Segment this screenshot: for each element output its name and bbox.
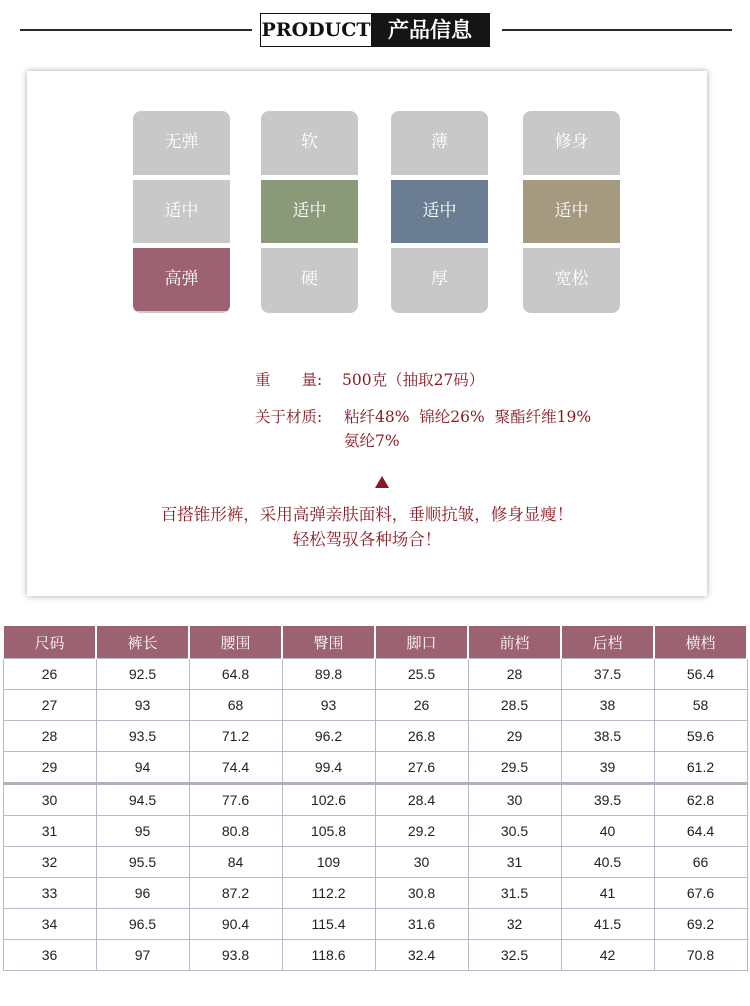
section-title-cn: 产品信息 — [371, 14, 489, 46]
softness-scale — [261, 111, 358, 313]
thickness-scale — [391, 111, 488, 313]
scale-option-selected: 适中 — [391, 180, 488, 243]
table-cell: 30 — [3, 784, 96, 816]
table-cell: 94.5 — [96, 784, 189, 816]
table-body — [3, 659, 747, 971]
table-cell: 32 — [3, 847, 96, 878]
table-cell: 38 — [561, 690, 654, 721]
section-title-en: PRODUCT — [261, 14, 371, 46]
scale-option-selected: 适中 — [261, 180, 358, 243]
table-cell: 27.6 — [375, 752, 468, 784]
material-label: 关于材质: — [255, 408, 323, 426]
table-cell: 26 — [375, 690, 468, 721]
table-cell: 36 — [3, 940, 96, 971]
table-cell: 95 — [96, 816, 189, 847]
table-cell: 31.5 — [468, 878, 561, 909]
column-header: 前档 — [468, 626, 561, 659]
product-description: 百搭锥形裤，采用高弹亲肤面料，垂顺抗皱，修身显瘦！ — [160, 505, 574, 524]
table-cell: 70.8 — [654, 940, 747, 971]
scale-option: 硬 — [301, 269, 318, 289]
table-cell: 118.6 — [282, 940, 375, 971]
table-row — [3, 721, 747, 752]
table-cell: 41.5 — [561, 909, 654, 940]
table-cell: 27 — [3, 690, 96, 721]
column-header: 尺码 — [3, 626, 96, 659]
table-cell: 26 — [3, 659, 96, 690]
table-cell: 26.8 — [375, 721, 468, 752]
table-cell: 61.2 — [654, 752, 747, 784]
elasticity-scale — [133, 111, 230, 313]
table-cell: 29.2 — [375, 816, 468, 847]
table-cell: 28 — [3, 721, 96, 752]
table-cell: 59.6 — [654, 721, 747, 752]
material-value: 粘纤48% 锦纶26% 聚酯纤维19% — [344, 408, 592, 426]
table-cell: 69.2 — [654, 909, 747, 940]
table-cell: 30.8 — [375, 878, 468, 909]
table-cell: 90.4 — [189, 909, 282, 940]
table-cell: 31.6 — [375, 909, 468, 940]
table-cell: 99.4 — [282, 752, 375, 784]
table-cell: 38.5 — [561, 721, 654, 752]
header-divider-right — [502, 29, 732, 31]
table-cell: 58 — [654, 690, 747, 721]
scale-option: 软 — [301, 132, 318, 152]
table-cell: 34 — [3, 909, 96, 940]
header-divider-left — [20, 29, 252, 31]
triangle-up-icon — [375, 476, 389, 488]
table-cell: 41 — [561, 878, 654, 909]
table-cell: 71.2 — [189, 721, 282, 752]
table-cell: 109 — [282, 847, 375, 878]
table-cell: 39 — [561, 752, 654, 784]
table-cell: 105.8 — [282, 816, 375, 847]
table-row — [3, 752, 747, 784]
table-cell: 67.6 — [654, 878, 747, 909]
table-row — [3, 878, 747, 909]
table-row — [3, 659, 747, 690]
table-cell: 33 — [3, 878, 96, 909]
table-cell: 68 — [189, 690, 282, 721]
table-cell: 28 — [468, 659, 561, 690]
table-cell: 28.5 — [468, 690, 561, 721]
product-info-card — [27, 71, 707, 596]
table-cell: 62.8 — [654, 784, 747, 816]
table-cell: 93.8 — [189, 940, 282, 971]
table-cell: 93.5 — [96, 721, 189, 752]
weight-label: 重 量: — [255, 371, 323, 389]
fit-scale — [523, 111, 620, 313]
table-cell: 29 — [3, 752, 96, 784]
table-cell: 77.6 — [189, 784, 282, 816]
table-row — [3, 940, 747, 971]
table-cell: 40.5 — [561, 847, 654, 878]
table-cell: 92.5 — [96, 659, 189, 690]
table-cell: 32.4 — [375, 940, 468, 971]
table-cell: 42 — [561, 940, 654, 971]
table-cell: 25.5 — [375, 659, 468, 690]
scale-option: 适中 — [164, 201, 199, 221]
table-cell: 56.4 — [654, 659, 747, 690]
weight-value: 500克（抽取27码） — [342, 371, 485, 389]
column-header: 裤长 — [96, 626, 189, 659]
table-cell: 95.5 — [96, 847, 189, 878]
column-header: 横档 — [654, 626, 747, 659]
column-header: 腰围 — [189, 626, 282, 659]
scale-option: 薄 — [431, 132, 448, 152]
scale-option: 无弹 — [164, 132, 199, 152]
table-cell: 96.5 — [96, 909, 189, 940]
table-row — [3, 847, 747, 878]
size-chart-table — [2, 626, 748, 971]
table-cell: 93 — [282, 690, 375, 721]
table-header-row — [3, 626, 747, 659]
table-cell: 74.4 — [189, 752, 282, 784]
table-row — [3, 816, 747, 847]
product-description-cont: 轻松驾驭各种场合！ — [292, 530, 442, 549]
table-cell: 29.5 — [468, 752, 561, 784]
table-row — [3, 909, 747, 940]
table-cell: 30 — [375, 847, 468, 878]
scale-option-selected: 适中 — [523, 180, 620, 243]
table-cell: 112.2 — [282, 878, 375, 909]
column-header: 臀围 — [282, 626, 375, 659]
scale-option-selected: 高弹 — [133, 248, 230, 311]
table-cell: 39.5 — [561, 784, 654, 816]
table-cell: 32.5 — [468, 940, 561, 971]
section-title — [260, 13, 490, 47]
table-cell: 80.8 — [189, 816, 282, 847]
table-cell: 93 — [96, 690, 189, 721]
table-cell: 96 — [96, 878, 189, 909]
table-row — [3, 784, 747, 816]
table-cell: 40 — [561, 816, 654, 847]
table-cell: 64.4 — [654, 816, 747, 847]
scale-option: 厚 — [431, 269, 448, 289]
table-cell: 89.8 — [282, 659, 375, 690]
table-cell: 84 — [189, 847, 282, 878]
table-cell: 87.2 — [189, 878, 282, 909]
table-cell: 32 — [468, 909, 561, 940]
column-header: 脚口 — [375, 626, 468, 659]
scale-option: 宽松 — [554, 269, 589, 289]
table-cell: 115.4 — [282, 909, 375, 940]
table-cell: 31 — [3, 816, 96, 847]
table-cell: 94 — [96, 752, 189, 784]
table-cell: 66 — [654, 847, 747, 878]
table-cell: 30 — [468, 784, 561, 816]
table-cell: 30.5 — [468, 816, 561, 847]
table-cell: 102.6 — [282, 784, 375, 816]
table-cell: 97 — [96, 940, 189, 971]
material-value-cont: 氨纶7% — [344, 432, 400, 450]
table-cell: 37.5 — [561, 659, 654, 690]
table-cell: 28.4 — [375, 784, 468, 816]
table-cell: 64.8 — [189, 659, 282, 690]
table-cell: 29 — [468, 721, 561, 752]
scale-option: 修身 — [554, 132, 589, 152]
column-header: 后档 — [561, 626, 654, 659]
table-cell: 96.2 — [282, 721, 375, 752]
table-row — [3, 690, 747, 721]
table-cell: 31 — [468, 847, 561, 878]
